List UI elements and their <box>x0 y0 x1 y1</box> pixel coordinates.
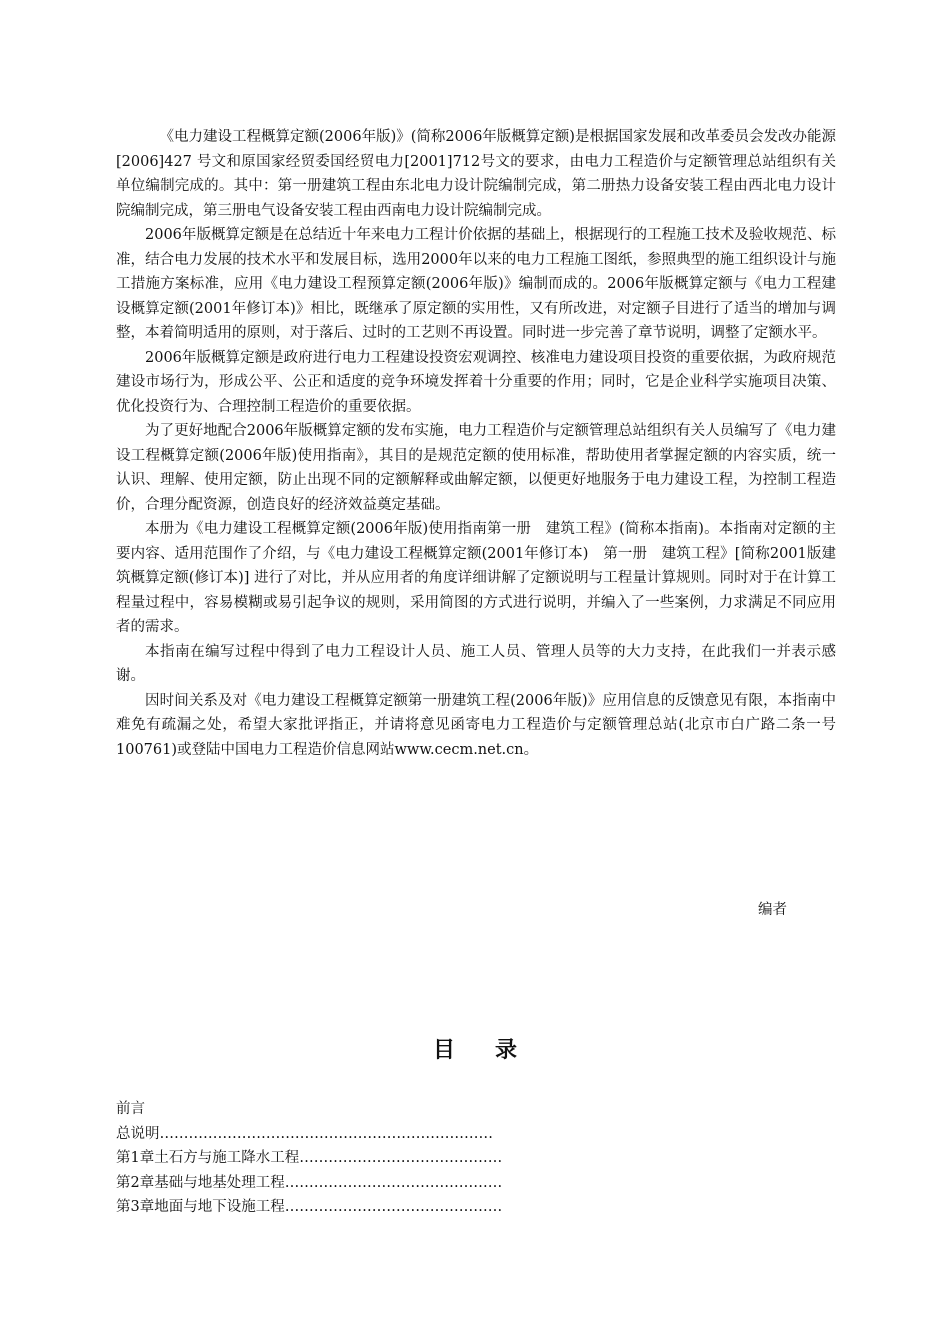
toc-entry-leader: ……………………………………… <box>284 1174 503 1191</box>
preface-signature: 编者 <box>758 902 787 918</box>
preface-paragraph-2: 2006年版概算定额是在总结近十年来电力工程计价依据的基础上，根据现行的工程施工技术及验收规范、标准，结合电力发展的技术水平和发展目标，选用2000年以来的电力工程施工图纸，参照典型的施工组织设计与施工措施方案标准，应用《电力建设工程预算定额(2006年版)》编制而成的。2006年版概算定额与《电力工程建设概算定额(2001年修订本)》相比，既继承了原定额的实用性，又有所改进，对定额子目进行了适当的增加与调整，本着简明适用的原则，对于落后、过时的工艺则不再设置。同时进一步完善了章节说明，调整了定额水平。 <box>116 227 836 341</box>
toc-title: 目录 <box>432 1038 557 1063</box>
toc-entry-leader: …………………………………………………………… <box>159 1125 493 1142</box>
preface-paragraph-5: 本册为《电力建设工程概算定额(2006年版)使用指南第一册 建筑工程》(简称本指南)。本指南对定额的主要内容、适用范围作了介绍，与《电力建设工程概算定额(2001年修订本) 第一册 建筑工程》[简称2001版建筑概算定额(修订本)] 进行了对比，并从应用者的角度详细讲解了定额说明与工程量计算规则。同时对于在计算工程量过程中，容易模糊或易引起争议的规则，采用简图的方式进行说明，并编入了一些案例，力求满足不同应用者的需求。 <box>116 521 836 635</box>
toc-entry-label: 前言 <box>116 1101 145 1117</box>
toc-entry[interactable] <box>116 1097 616 1122</box>
toc-entry-leader: …………………………………… <box>299 1150 503 1166</box>
toc-entry[interactable] <box>116 1195 616 1220</box>
toc-entry[interactable] <box>116 1146 616 1171</box>
toc-entry-label: 第3章地面与地下设施工程 <box>116 1199 285 1215</box>
preface-paragraph-1: 《电力建设工程概算定额(2006年版)》(简称2006年版概算定额)是根据国家发展和改革委员会发改办能源[2006]427 号文和原国家经贸委国经贸电力[2001]712号文的要求，由电力工程造价与定额管理总站组织有关单位编制完成的。其中：第一册建筑工程由东北电力设计院编制完成，第二册热力设备安装工程由西北电力设计院编制完成，第三册电气设备安装工程由西南电力设计院编制完成。 <box>116 129 836 219</box>
table-of-contents <box>116 1097 616 1220</box>
toc-entry[interactable] <box>116 1122 616 1147</box>
preface-paragraph-6: 本指南在编写过程中得到了电力工程设计人员、施工人员、管理人员等的大力支持，在此我们一并表示感谢。 <box>116 643 836 684</box>
preface-paragraph-4: 为了更好地配合2006年版概算定额的发布实施，电力工程造价与定额管理总站组织有关人员编写了《电力建设工程概算定额(2006年版)使用指南》，其目的是规范定额的使用标准，帮助使用者掌握定额的内容实质，统一认识、理解、使用定额，防止出现不同的定额解释或曲解定额，以便更好地服务于电力建设工程，为控制工程造价，合理分配资源，创造良好的经济效益奠定基础。 <box>116 423 836 513</box>
toc-entry[interactable] <box>116 1171 616 1196</box>
preface-paragraph-3: 2006年版概算定额是政府进行电力工程建设投资宏观调控、核准电力建设项目投资的重要依据，为政府规范建设市场行为，形成公平、公正和适度的竞争环境发挥着十分重要的作用；同时，它是企业科学实施项目决策、优化投资行为、合理控制工程造价的重要依据。 <box>116 349 836 415</box>
toc-entry-leader: ……………………………………… <box>284 1199 503 1215</box>
toc-entry-label: 第1章土石方与施工降水工程 <box>116 1150 300 1166</box>
toc-entry-label: 总说明 <box>116 1125 160 1142</box>
preface-paragraph-7: 因时间关系及对《电力建设工程概算定额第一册建筑工程(2006年版)》应用信息的反馈意见有限，本指南中难免有疏漏之处，希望大家批评指正，并请将意见函寄电力工程造价与定额管理总站(北京市白广路二条一号100761)或登陆中国电力工程造价信息网站www.cecm.net.cn。 <box>116 692 836 758</box>
preface-body <box>116 125 836 762</box>
toc-entry-label: 第2章基础与地基处理工程 <box>116 1174 285 1191</box>
